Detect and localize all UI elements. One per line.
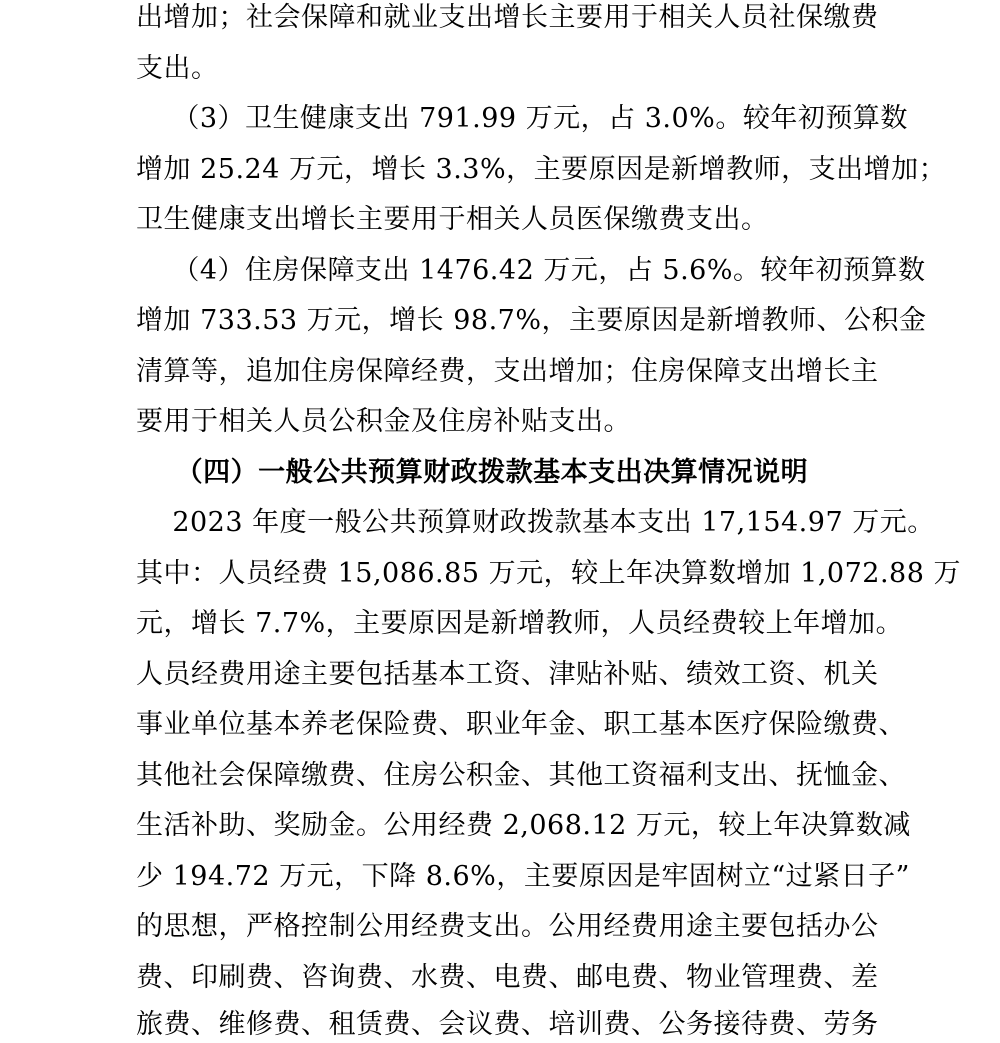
text-line-21: 旅费、维修费、租赁费、会议费、培训费、公务接待费、劳务	[136, 1009, 879, 1040]
section-heading: （四）一般公共预算财政拨款基本支出决算情况说明	[136, 457, 809, 488]
text-line-7: 增加 733.53 万元，增长 98.7%，主要原因是新增教师、公积金	[136, 305, 927, 336]
text-line-11: 2023 年度一般公共预算财政拨款基本支出 17,154.97 万元。	[136, 507, 935, 538]
text-line-12: 其中：人员经费 15,086.85 万元，较上年决算数增加 1,072.88 万	[136, 558, 961, 589]
text-line-19: 的思想，严格控制公用经费支出。公用经费用途主要包括办公	[136, 911, 879, 942]
text-line-16: 其他社会保障缴费、住房公积金、其他工资福利支出、抚恤金、	[136, 760, 906, 791]
text-line-4: 增加 25.24 万元，增长 3.3%，主要原因是新增教师，支出增加；	[136, 154, 947, 185]
text-line-18: 少 194.72 万元，下降 8.6%，主要原因是牢固树立“过紧日子”	[136, 861, 910, 892]
text-line-2: 支出。	[136, 53, 219, 84]
text-line-8: 清算等，追加住房保障经费，支出增加；住房保障支出增长主	[136, 356, 879, 387]
text-line-1: 出增加；社会保障和就业支出增长主要用于相关人员社保缴费	[136, 2, 879, 33]
text-line-3: （3）卫生健康支出 791.99 万元，占 3.0%。较年初预算数	[136, 103, 908, 134]
text-line-15: 事业单位基本养老保险费、职业年金、职工基本医疗保险缴费、	[136, 709, 906, 740]
text-line-20: 费、印刷费、咨询费、水费、电费、邮电费、物业管理费、差	[136, 962, 879, 993]
text-line-13: 元，增长 7.7%，主要原因是新增教师，人员经费较上年增加。	[136, 608, 904, 639]
text-line-14: 人员经费用途主要包括基本工资、津贴补贴、绩效工资、机关	[136, 659, 879, 690]
text-line-5: 卫生健康支出增长主要用于相关人员医保缴费支出。	[136, 204, 769, 235]
text-line-17: 生活补助、奖励金。公用经费 2,068.12 万元，较上年决算数减	[136, 810, 911, 841]
text-line-6: （4）住房保障支出 1476.42 万元，占 5.6%。较年初预算数	[136, 255, 926, 286]
text-line-9: 要用于相关人员公积金及住房补贴支出。	[136, 406, 631, 437]
